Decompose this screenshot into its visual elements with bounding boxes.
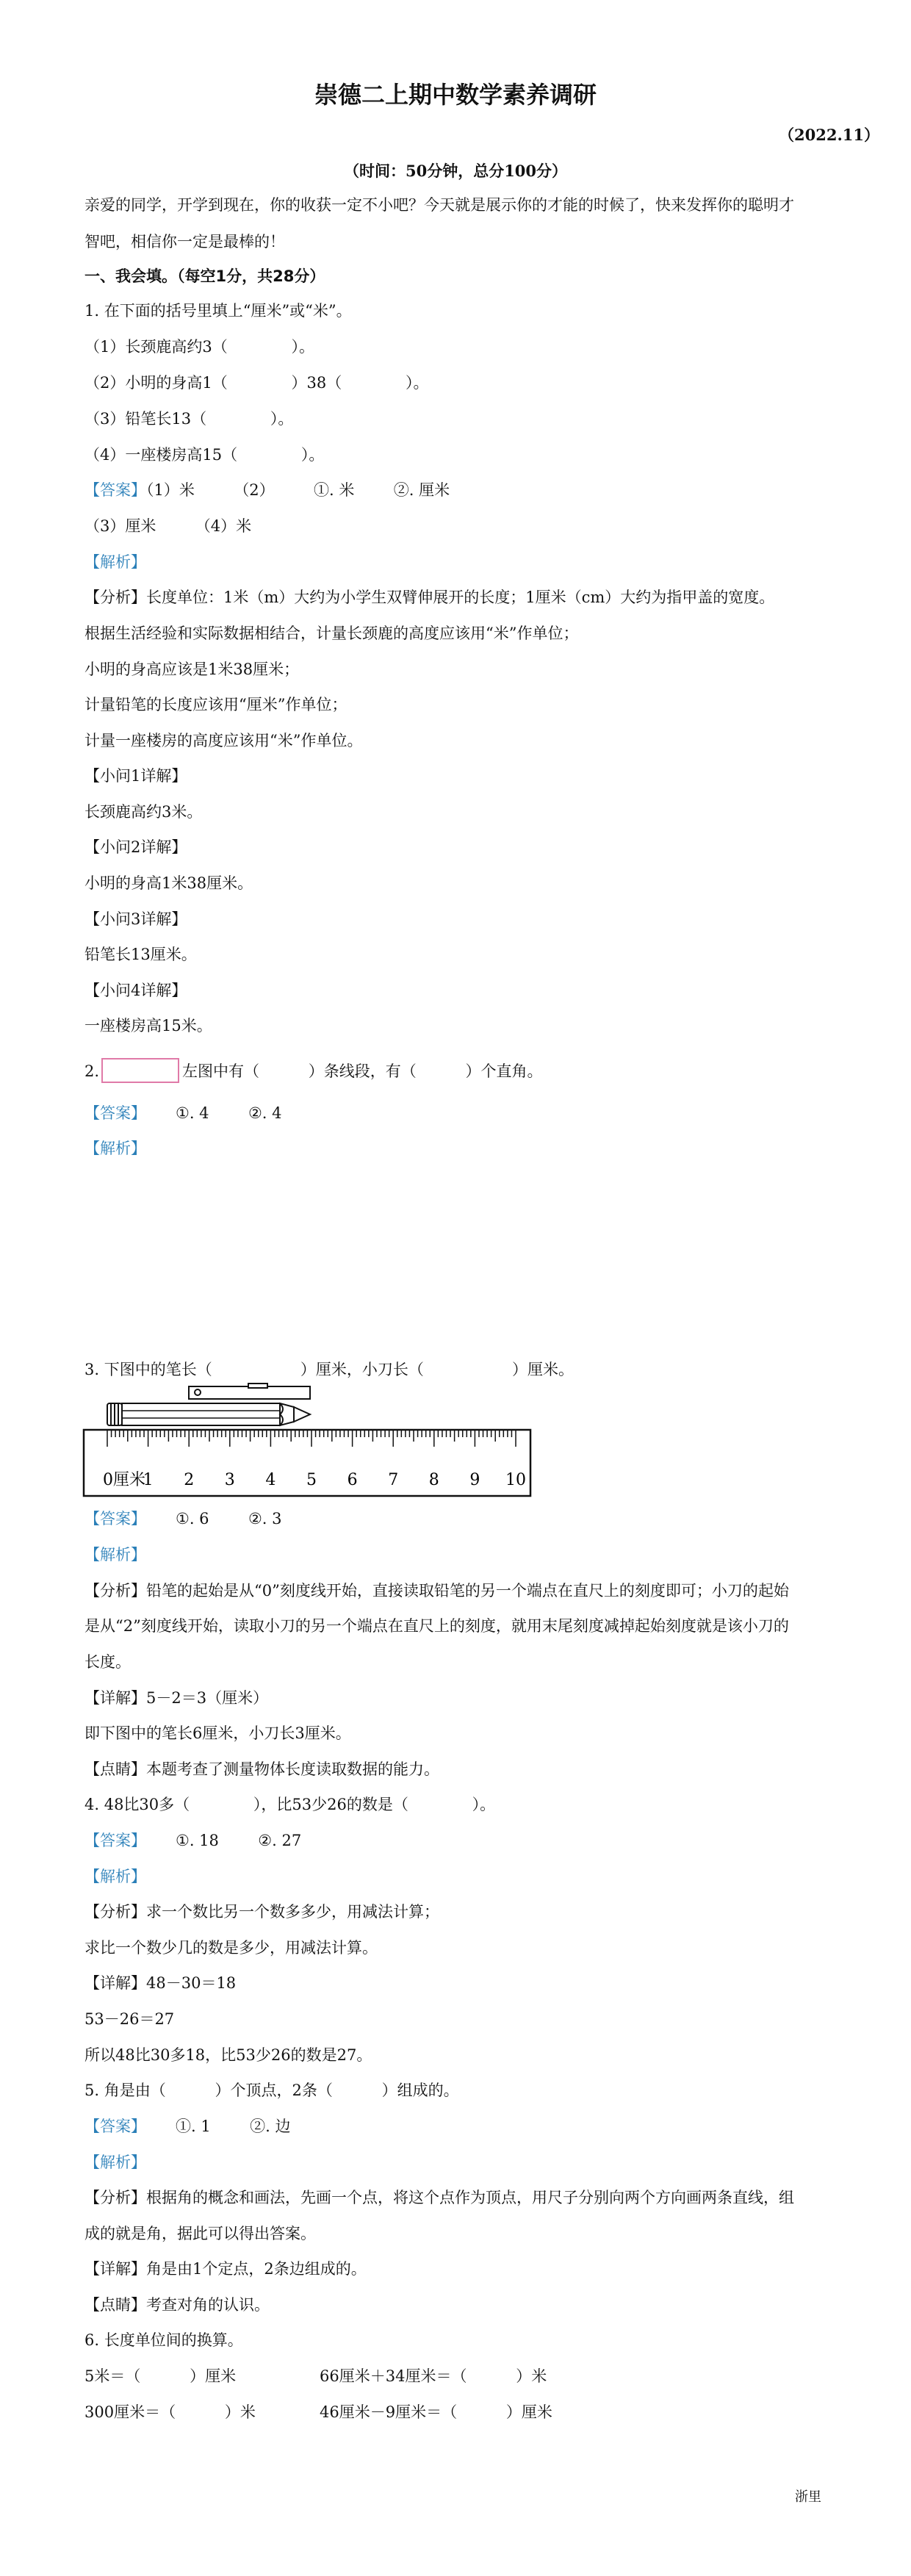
q2-number: 2. bbox=[84, 1062, 100, 1080]
q4-analysis-1: 【分析】求一个数比另一个数多多少，用减法计算； bbox=[84, 1903, 439, 1921]
intro-line-1: 亲爱的同学，开学到现在，你的收获一定不小吧？今天就是展示你的才能的时候了，快来发挥你的聪明才 bbox=[84, 196, 794, 214]
q5-analysis-tag: 【解析】 bbox=[84, 2154, 146, 2171]
q6-row2-left: 300厘米＝（ ）米 bbox=[84, 2403, 256, 2421]
q4-analysis-tag: 【解析】 bbox=[84, 1868, 146, 1885]
ruler-figure bbox=[81, 1381, 536, 1499]
section-heading: 一、我会填。（每空1分，共28分） bbox=[84, 267, 325, 285]
q4-analysis-4: 53－26＝27 bbox=[84, 2010, 175, 2028]
footer-mark: 浙里 bbox=[795, 2489, 821, 2505]
q6-stem: 6. 长度单位间的换算。 bbox=[84, 2331, 243, 2349]
q1-item-2: （2）小明的身高1（ ）38（ ）。 bbox=[84, 374, 429, 392]
q1-analysis-1: 【分析】长度单位：1米（m）大约为小学生双臂伸展开的长度；1厘米（cm）大约为指甲盖的宽度。 bbox=[84, 589, 775, 606]
q5-analysis-4: 【点睛】考查对角的认识。 bbox=[84, 2296, 270, 2314]
q4-stem: 4. 48比30多（ ），比53少26的数是（ ）。 bbox=[84, 1796, 496, 1813]
q1-item-3: （3）铅笔长13（ ）。 bbox=[84, 410, 294, 428]
q1-analysis-tag: 【解析】 bbox=[84, 553, 146, 571]
ruler-number-label: 6 bbox=[347, 1471, 358, 1489]
q4-answer bbox=[84, 1830, 301, 1852]
q1-answer bbox=[84, 479, 450, 501]
q2-answer-text: ①. 4 ②. 4 bbox=[176, 1104, 282, 1122]
q1-analysis-11: 铅笔长13厘米。 bbox=[84, 946, 197, 963]
q4-analysis-5: 所以48比30多18，比53少26的数是27。 bbox=[84, 2046, 372, 2064]
q1-analysis-12: 【小问4详解】 bbox=[84, 982, 187, 999]
q4-analysis-2: 求比一个数少几的数是多少，用减法计算。 bbox=[84, 1939, 378, 1957]
answer-tag: 【答案】 bbox=[84, 1832, 146, 1849]
q2-answer bbox=[84, 1102, 281, 1124]
ruler-number-label: 10 bbox=[505, 1471, 526, 1489]
answer-tag: 【答案】 bbox=[84, 1104, 146, 1122]
q1-analysis-10: 【小问3详解】 bbox=[84, 910, 187, 928]
ruler-number-label: 7 bbox=[388, 1471, 399, 1489]
pencil-icon bbox=[107, 1403, 310, 1425]
q1-analysis-4: 计量铅笔的长度应该用“厘米”作单位； bbox=[84, 696, 348, 713]
q3-answer bbox=[84, 1508, 281, 1530]
q3-analysis-6: 【点睛】本题考查了测量物体长度读取数据的能力。 bbox=[84, 1760, 439, 1778]
q1-analysis-8: 【小问2详解】 bbox=[84, 838, 187, 856]
q3-analysis-3: 长度。 bbox=[84, 1653, 131, 1671]
q3-answer-text: ①. 6 ②. 3 bbox=[176, 1510, 282, 1528]
q1-analysis-6: 【小问1详解】 bbox=[84, 767, 187, 785]
ruler-number-label: 8 bbox=[428, 1471, 439, 1489]
q5-analysis-3: 【详解】角是由1个定点，2条边组成的。 bbox=[84, 2260, 367, 2278]
q5-answer-text: ①. 1 ②. 边 bbox=[176, 2118, 291, 2135]
exam-date: （2022.11） bbox=[779, 126, 879, 144]
q2-stem: 左图中有（ ）条线段，有（ ）个直角。 bbox=[182, 1062, 543, 1080]
q4-answer-text: ①. 18 ②. 27 bbox=[176, 1832, 302, 1849]
ruler-number-label: 4 bbox=[265, 1471, 276, 1489]
knife-icon bbox=[189, 1384, 310, 1399]
q3-analysis-2: 是从“2”刻度线开始，读取小刀的另一个端点在直尺上的刻度，就用末尾刻度减掉起始刻度就是该小刀的 bbox=[84, 1617, 789, 1635]
answer-tag: 【答案】 bbox=[84, 2118, 146, 2135]
q1-analysis-7: 长颈鹿高约3米。 bbox=[84, 803, 203, 821]
q5-analysis-2: 成的就是角，据此可以得出答案。 bbox=[84, 2225, 316, 2242]
q1-answer-line2: （3）厘米 （4）米 bbox=[84, 517, 252, 535]
ruler-zero-label: 0厘米 bbox=[103, 1471, 145, 1489]
q5-stem: 5. 角是由（ ）个顶点，2条（ ）组成的。 bbox=[84, 2082, 459, 2099]
q1-analysis-2: 根据生活经验和实际数据相结合，计量长颈鹿的高度应该用“米”作单位； bbox=[84, 625, 579, 642]
q2-figure-placeholder bbox=[101, 1058, 179, 1083]
q5-analysis-1: 【分析】根据角的概念和画法，先画一个点，将这个点作为顶点，用尺子分别向两个方向画两条直线，组 bbox=[84, 2189, 794, 2206]
q1-analysis-5: 计量一座楼房的高度应该用“米”作单位。 bbox=[84, 732, 363, 749]
q5-answer bbox=[84, 2115, 290, 2137]
time-info: （时间：50分钟，总分100分） bbox=[343, 162, 568, 180]
q4-analysis-3: 【详解】48－30＝18 bbox=[84, 1974, 237, 1992]
q6-row1-left: 5米＝（ ）厘米 bbox=[84, 2367, 237, 2385]
q1-item-4: （4）一座楼房高15（ ）。 bbox=[84, 446, 325, 464]
ruler-number-label: 2 bbox=[184, 1471, 195, 1489]
ruler-number-label: 9 bbox=[469, 1471, 480, 1489]
answer-tag: 【答案】 bbox=[84, 481, 146, 499]
q6-row2-right: 46厘米－9厘米＝（ ）厘米 bbox=[320, 2403, 552, 2421]
answer-tag: 【答案】 bbox=[84, 1510, 146, 1528]
q3-analysis-1: 【分析】铅笔的起始是从“0”刻度线开始，直接读取铅笔的另一个端点在直尺上的刻度即可；小刀的起始 bbox=[84, 1582, 789, 1600]
q1-stem: 1. 在下面的括号里填上“厘米”或“米”。 bbox=[84, 302, 352, 320]
q3-stem: 3. 下图中的笔长（ ）厘米，小刀长（ ）厘米。 bbox=[84, 1361, 575, 1378]
intro-line-2: 智吧，相信你一定是最棒的！ bbox=[84, 233, 285, 251]
q2-analysis-tag: 【解析】 bbox=[84, 1140, 146, 1157]
q1-analysis-3: 小明的身高应该是1米38厘米； bbox=[84, 661, 300, 678]
q3-analysis-tag: 【解析】 bbox=[84, 1546, 146, 1564]
q3-analysis-4: 【详解】5－2＝3（厘米） bbox=[84, 1689, 269, 1707]
q1-item-1: （1）长颈鹿高约3（ ）。 bbox=[84, 338, 314, 356]
ruler-number-label: 3 bbox=[224, 1471, 235, 1489]
page-title: 崇德二上期中数学素养调研 bbox=[314, 81, 597, 109]
ruler-number-label: 5 bbox=[306, 1471, 317, 1489]
q1-analysis-9: 小明的身高1米38厘米。 bbox=[84, 874, 253, 892]
q1-answer-text: （1）米 （2） ①. 米 ②. 厘米 bbox=[146, 481, 450, 499]
q3-analysis-5: 即下图中的笔长6厘米，小刀长3厘米。 bbox=[84, 1724, 351, 1742]
q1-analysis-13: 一座楼房高15米。 bbox=[84, 1017, 212, 1035]
q6-row1-right: 66厘米＋34厘米＝（ ）米 bbox=[320, 2367, 547, 2385]
ruler-number-label: 1 bbox=[143, 1471, 154, 1489]
